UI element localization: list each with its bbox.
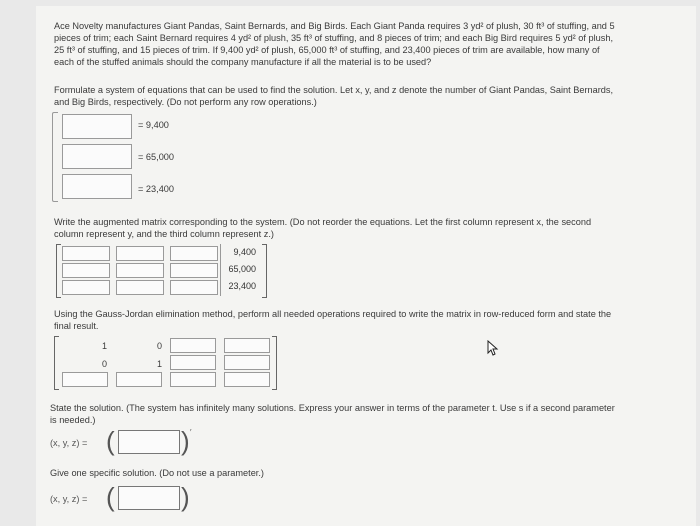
rref-r2c2: 1 — [157, 359, 163, 369]
specific-solution-input[interactable] — [118, 486, 180, 510]
aug-r3c3-input[interactable] — [170, 280, 218, 295]
part2-instructions-2: column represent y, and the third column represent z.) — [54, 229, 274, 239]
problem-line-2: pieces of trim; each Saint Bernard requires 4 yd² of plush, 35 ft³ of stuffing, and 8 pieces of trim; and each Big Bird requires 5 yd² of plush, — [54, 33, 614, 43]
specific-open-paren: ( — [106, 482, 115, 512]
equation-1-input[interactable] — [62, 114, 132, 139]
specific-solution-label: (x, y, z) = — [50, 494, 88, 504]
rref-r2c1: 0 — [102, 359, 108, 369]
rref-r1c3-input[interactable] — [170, 338, 216, 353]
equation-2-input[interactable] — [62, 144, 132, 169]
augmented-matrix-left-bracket — [56, 244, 61, 298]
part4-instructions-1: State the solution. (The system has infinitely many solutions. Express your answer in terms of the parameter t. Use s if a second parameter — [50, 403, 615, 413]
aug-r3-rhs: 23,400 — [228, 281, 256, 291]
equation-2-rhs: = 65,000 — [138, 152, 175, 162]
part2-instructions-1: Write the augmented matrix corresponding to the system. (Do not reorder the equations. Let the first column represent x, the second — [54, 217, 592, 227]
part4-instructions-2: is needed.) — [50, 415, 96, 425]
part5-instructions: Give one specific solution. (Do not use a parameter.) — [50, 468, 264, 478]
reduced-matrix-left-bracket — [54, 336, 59, 390]
aug-r3c2-input[interactable] — [116, 280, 164, 295]
rref-r3c3-input[interactable] — [170, 372, 216, 387]
aug-r1c2-input[interactable] — [116, 246, 164, 261]
part3-instructions-2: final result. — [54, 321, 99, 331]
aug-r1-rhs: 9,400 — [233, 247, 256, 257]
part1-instructions-2: and Big Birds, respectively. (Do not perform any row operations.) — [54, 97, 317, 107]
rref-r3c2-input[interactable] — [116, 372, 162, 387]
equation-3-rhs: = 23,400 — [138, 184, 175, 194]
aug-r3c1-input[interactable] — [62, 280, 110, 295]
problem-line-3: 25 ft³ of stuffing, and 15 pieces of trim. If 9,400 yd² of plush, 65,000 ft³ of stuffing, and 23,400 pieces of trim are available, how many of — [54, 45, 600, 55]
part1-instructions-1: Formulate a system of equations that can be used to find the solution. Let x, y, and z denote the number of Giant Pandas, Saint Bernards, — [54, 85, 614, 95]
parametric-solution-input[interactable] — [118, 430, 180, 454]
equation-1-rhs: = 9,400 — [138, 120, 169, 130]
solution-open-paren: ( — [106, 426, 115, 456]
aug-r2c3-input[interactable] — [170, 263, 218, 278]
aug-r1c1-input[interactable] — [62, 246, 110, 261]
aug-r2-rhs: 65,000 — [228, 264, 256, 274]
solution-close-paren: ) — [181, 426, 190, 456]
equation-3-input[interactable] — [62, 174, 132, 199]
rref-r3c4-input[interactable] — [224, 372, 270, 387]
system-brace — [52, 112, 58, 202]
superscript-marker: ′ — [190, 428, 192, 437]
aug-r2c1-input[interactable] — [62, 263, 110, 278]
specific-close-paren: ) — [181, 482, 190, 512]
rref-r1c4-input[interactable] — [224, 338, 270, 353]
part3-instructions-1: Using the Gauss-Jordan elimination method, perform all needed operations required to write the matrix in row-reduced form and state the — [54, 309, 612, 319]
augmented-matrix-right-bracket — [262, 244, 267, 298]
rref-r1c1: 1 — [102, 341, 108, 351]
aug-r2c2-input[interactable] — [116, 263, 164, 278]
solution-label: (x, y, z) = — [50, 438, 88, 448]
mouse-pointer-icon — [486, 340, 500, 356]
augment-divider — [220, 244, 221, 296]
rref-r2c3-input[interactable] — [170, 355, 216, 370]
reduced-matrix-right-bracket — [272, 336, 277, 390]
problem-line-1: Ace Novelty manufactures Giant Pandas, Saint Bernards, and Big Birds. Each Giant Panda requires 3 yd² of plush, 30 ft³ of stuffing, and 5 — [54, 21, 615, 31]
rref-r3c1-input[interactable] — [62, 372, 108, 387]
problem-line-4: each of the stuffed animals should the company manufacture if all the material is to be used? — [54, 57, 432, 67]
aug-r1c3-input[interactable] — [170, 246, 218, 261]
rref-r1c2: 0 — [157, 341, 163, 351]
rref-r2c4-input[interactable] — [224, 355, 270, 370]
